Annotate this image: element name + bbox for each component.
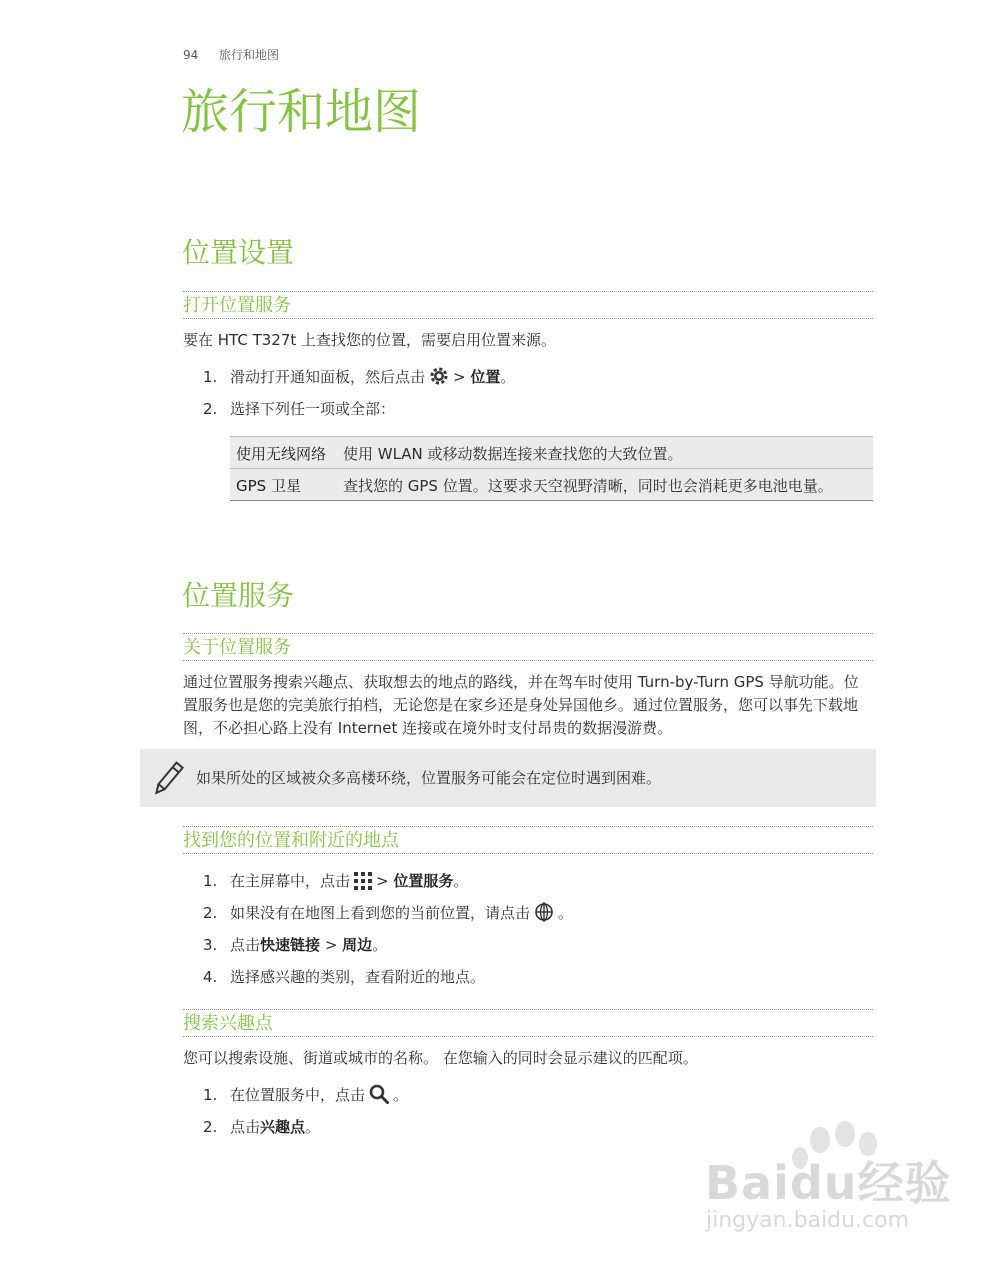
step-number: 2. [203,400,218,418]
subheading-bar [183,1009,873,1037]
step-1 [203,366,515,392]
search-icon [369,1084,389,1110]
step-2 [203,1116,320,1138]
intro-paragraph: 要在 HTC T327t 上查找您的位置，需要启用位置来源。 [183,331,557,349]
table-key-gps: GPS 卫星 [230,469,337,501]
step-2 [203,902,573,928]
subheading-bar [183,826,873,854]
step-end: 。 [500,368,516,386]
search-intro-paragraph: 您可以搜索设施、街道或城市的名称。 在您输入的同时会显示建议的匹配项。 [183,1049,698,1067]
step-end: 。 [558,904,574,922]
step-number: 3. [203,936,218,954]
table-row [230,437,873,469]
step-end: 。 [305,1118,321,1136]
step-separator: > [453,368,466,386]
section-title-location-services: 位置服务 [182,579,295,612]
step-bold-quick-links: 快速链接 [260,936,321,954]
location-sources-table [230,436,873,501]
step-text: 在位置服务中，点击 [230,1086,366,1104]
section-title-location-settings: 位置设置 [182,236,295,269]
step-3 [203,934,387,956]
subheading-about-location-services: 关于位置服务 [183,637,291,658]
step-text: 在主屏幕中，点击 [230,872,351,890]
step-1 [203,1084,408,1110]
step-end: 。 [453,872,469,890]
step-bold-poi: 兴趣点 [260,1118,306,1136]
step-text: 点击 [230,1118,261,1136]
pencil-note-icon [148,759,188,803]
step-number: 2. [203,904,218,922]
chapter-title: 旅行和地图 [181,84,422,140]
running-header [183,46,279,63]
subheading-search-poi: 搜索兴趣点 [183,1013,273,1034]
step-number: 1. [203,368,218,386]
step-number: 4. [203,968,218,986]
subheading-bar [183,633,873,661]
watermark-brand: Baidu经验 [705,1156,952,1210]
step-text: 点击 [230,936,261,954]
step-text: 滑动打开通知面板，然后点击 [230,368,426,386]
step-bold-nearby: 周边 [342,936,373,954]
table-value-wireless: 使用 WLAN 或移动数据连接来查找您的大致位置。 [337,437,873,469]
step-text: 如果没有在地图上看到您的当前位置，请点击 [230,904,531,922]
step-2 [203,398,395,420]
watermark-url: jingyan.baidu.com [706,1208,910,1233]
step-bold-location-services: 位置服务 [393,872,454,890]
step-separator: > [376,872,389,890]
note-box [140,749,876,807]
step-1 [203,870,468,896]
step-text: 选择下列任一项或全部： [230,400,396,418]
step-number: 1. [203,872,218,890]
step-text: 选择感兴趣的类别，查看附近的地点。 [230,968,486,986]
subheading-find-location: 找到您的位置和附近的地点 [183,830,399,851]
settings-gear-icon [429,366,449,392]
running-title: 旅行和地图 [219,48,280,62]
step-end: 。 [393,1086,409,1104]
step-bold-location: 位置 [470,368,501,386]
step-number: 1. [203,1086,218,1104]
table-key-wireless: 使用无线网络 [230,437,337,469]
about-paragraph: 通过位置服务搜索兴趣点、获取想去的地点的路线，并在驾车时使用 Turn-by-Turn GPS 导航功能。位置服务也是您的完美旅行拍档，无论您是在家乡还是身处异国他乡。通过位置服务，您可以事先下载地图，不必担心路上没有 Internet 连接或在境外时支付昂贵的数据漫游费。 [183,673,859,737]
step-number: 2. [203,1118,218,1136]
note-text: 如果所处的区域被众多高楼环绕，位置服务可能会在定位时遇到困难。 [196,769,662,787]
locate-me-icon [534,902,554,928]
table-row [230,469,873,501]
step-separator: > [324,936,338,954]
table-value-gps: 查找您的 GPS 位置。这要求天空视野清晰，同时也会消耗更多电池电量。 [337,469,873,501]
step-end: 。 [372,936,388,954]
app-grid-icon [354,872,372,896]
subheading-bar [183,291,873,319]
subheading-turn-on-location: 打开位置服务 [183,295,291,316]
step-4 [203,966,485,988]
page-number: 94 [183,48,199,62]
